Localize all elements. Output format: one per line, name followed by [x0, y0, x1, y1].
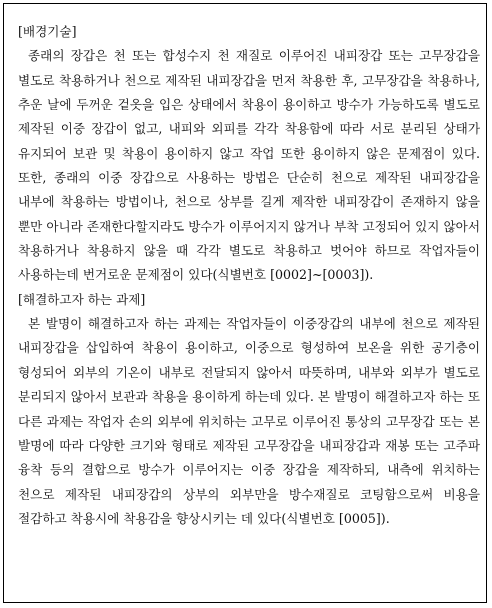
- section-heading-background: [배경기술]: [18, 24, 77, 39]
- section-body-problem: 본 발명이 해결하고자 하는 과제는 작업자들이 이중장갑의 내부에 천으로 제작된 내피장갑을 삽입하여 착용이 용이하고, 이중으로 형성하여 보온을 위한 공기층이 형성되어 외부의 기온이 내부로 전달되지 않아서 따뜻하며, 내부와 외부가 별도로 분리되지 않아서 보관과 착용을 용이하게 하는데 있다. 본 발명이 해결하고자 하는 또 다른 과제는 작업자 손의 외부에 위치하는 고무로 이루어진 통상의 고무장갑 또는 본 발명에 따라 다양한 크기와 형태로 제작된 고무장갑을 내피장갑과 재봉 또는 고주파 융착 등의 결합으로 방수가 이루어지는 이중 장갑을 제작하되, 내측에 위치하는 천으로 제작된 내피장갑의 상부의 외부만을 방수재질로 코팅함으로써 비용을 절감하고 착용시에 착용감을 향상시키는 데 있다(식별번호 [0005]).: [18, 316, 480, 526]
- section-heading-problem: [해결하고자 하는 과제]: [18, 291, 146, 307]
- document-frame: [3, 3, 487, 603]
- document-content: [18, 20, 480, 531]
- section-body-background: 종래의 장갑은 천 또는 합성수지 천 재질로 이루어진 내피장갑 또는 고무장갑을 별도로 착용하거나 천으로 제작된 내피장갑을 먼저 착용한 후, 고무장갑을 착용하나, 추운 날에 두꺼운 겉옷을 입은 상태에서 착용이 용이하고 방수가 가능하도록 별도로 제작된 이중 장갑이 없고, 내피와 외피를 각각 착용함에 따라 서로 분리된 상태가 유지되어 보관 및 착용이 용이하지 않고 작업 또한 용이하지 않은 문제점이 있다. 또한, 종래의 이중 장갑으로 사용하는 방법은 단순히 천으로 제작된 내피장갑을 내부에 착용하는 방법이나, 천으로 상부를 길게 제작한 내피장갑이 존재하지 않을 뿐만 아니라 존재한다할지라도 방수가 이루어지지 않거나 부착 고정되어 있지 않아서 착용하거나 착용하지 않을 때 각각 별도로 착용하고 벗어야 하므로 작업자들이 사용하는데 번거로운 문제점이 있다(식별번호 [0002]~[0003]).: [18, 48, 480, 283]
